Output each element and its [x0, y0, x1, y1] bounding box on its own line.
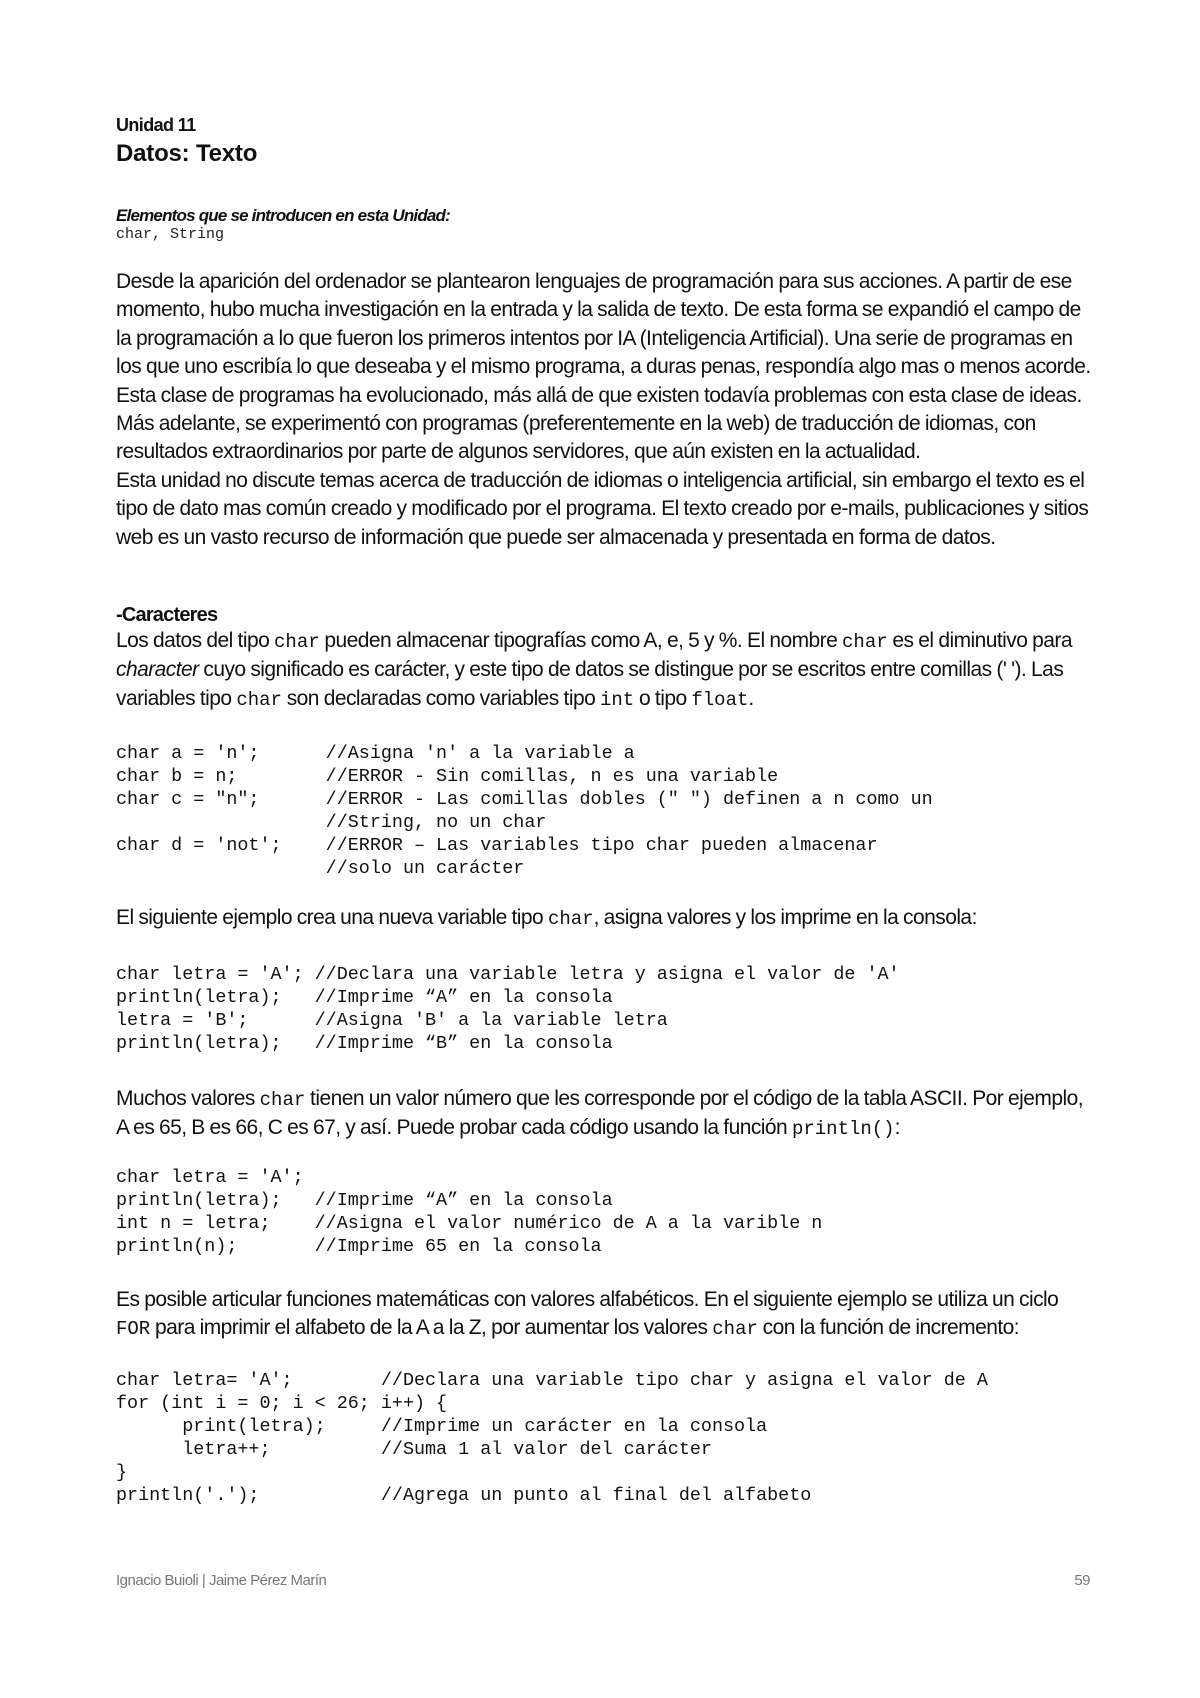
example-paragraph	[116, 904, 1096, 933]
intro-label: Elementos que se introducen en esta Unidad:	[116, 206, 451, 225]
page-title: Datos: Texto	[116, 140, 258, 167]
inline-code: char	[842, 631, 888, 653]
text-run: , asigna valores y los imprime en la consola:	[593, 906, 977, 929]
alphabet-paragraph	[116, 1286, 1096, 1344]
code-block: char a = 'n'; //Asigna 'n' a la variable a char b = n; //ERROR - Sin comillas, n es una variable char c = "n"; //ERROR - Las comillas dobles (" ") definen a n como un //String, no un char char d = 'not'; //ERROR – Las variables tipo char pueden almacenar //solo un carácter	[116, 743, 933, 880]
code-block: char letra = 'A'; //Declara una variable letra y asigna el valor de 'A' println(letra); //Imprime “A” en la consola letra = 'B'; //Asigna 'B' a la variable letra println(letra); //Imprime “B” en la consola	[116, 964, 900, 1055]
inline-code: char	[236, 688, 282, 711]
paragraph-text: Más adelante, se experimentó con programas (preferentemente en la web) de traducción de idiomas, con resultados extraordinarios por parte de algunos servidores, que aún existen en la actualidad.	[116, 412, 1036, 464]
text-run: :	[894, 1116, 900, 1140]
text-run: son declaradas como variables tipo	[281, 686, 600, 710]
ascii-paragraph	[116, 1085, 1096, 1144]
text-run: Es posible articular funciones matemáticas con valores alfabéticos. En el siguiente ejemplo se utiliza un ciclo	[116, 1288, 1059, 1311]
text-run: El siguiente ejemplo crea una nueva variable tipo	[116, 906, 548, 929]
text-run: Muchos valores	[116, 1087, 260, 1110]
inline-code: char	[712, 1318, 758, 1341]
paragraph-text: Esta unidad no discute temas acerca de traducción de idiomas o inteligencia artificial, sin embargo el texto es el tipo de dato mas común creado y modificado por el programa. El texto creado por e-mails, publicaciones y sitios web es un vasto recurso de información que puede ser almacenada y presentada en forma de datos.	[116, 468, 1089, 549]
inline-code: int	[600, 688, 635, 711]
footer-authors: Ignacio Buioli | Jaime Pérez Marín	[116, 1572, 327, 1589]
caracteres-paragraph	[116, 627, 1096, 714]
unit-label: Unidad 11	[116, 115, 196, 135]
text-run: o tipo	[634, 686, 692, 710]
text-run: Los datos del tipo	[116, 629, 275, 652]
inline-code: println()	[791, 1118, 895, 1141]
code-block: char letra= 'A'; //Declara una variable tipo char y asigna el valor de A for (int i = 0; i < 26; i++) { print(letra); //Imprime un carácter en la consola letra++; //Suma 1 al valor del carácter } println('.'); //Agrega un punto al final del alfabeto	[116, 1370, 988, 1507]
text-run: para imprimir el alfabeto de la A a la Z, por aumentar los valores	[150, 1316, 713, 1340]
inline-code: char	[259, 1089, 306, 1111]
text-run: con la función de incremento:	[757, 1316, 1020, 1340]
text-run: tienen un valor número que les corresponde por el código de la tabla ASCII. Por ejemplo, A es 65, B es 66, C es 67, y así. Puede probar cada código usando la función	[116, 1087, 1083, 1140]
code-block: char letra = 'A'; println(letra); //Imprime “A” en la consola int n = letra; //Asigna el valor numérico de A a la varible n println(n); //Imprime 65 en la consola	[116, 1167, 823, 1258]
inline-code: float	[691, 688, 749, 711]
inline-code: char	[274, 631, 320, 653]
inline-code: FOR	[116, 1318, 151, 1341]
intro-paragraph	[116, 268, 1096, 552]
text-run: cuyo significado es carácter, y este tipo de datos se distingue por se escritos entre comillas (' '). Las variables tipo	[116, 658, 1064, 710]
inline-code: char	[547, 908, 594, 930]
page-number: 59	[1074, 1572, 1090, 1589]
text-run: es el diminutivo para	[887, 629, 1072, 652]
italic-term: character	[116, 658, 199, 682]
text-run: pueden almacenar tipografías como A, e, 5 y %. El nombre	[319, 629, 843, 652]
text-run: .	[748, 686, 754, 710]
intro-elements: char, String	[116, 226, 225, 243]
section-heading: -Caracteres	[116, 604, 218, 626]
paragraph-text: Desde la aparición del ordenador se plantearon lenguajes de programación para sus acciones. A partir de ese momento, hubo mucha investigación en la entrada y la salida de texto. De esta forma se expandió el campo de la programación a lo que fueron los primeros intentos por IA (Inteligencia Artificial). Una serie de programas en los que uno escribía lo que deseaba y el mismo programa, a duras penas, respondía algo mas o menos acorde. Esta clase de programas ha evolucionado, más allá de que existen todavía problemas con esta clase de ideas.	[116, 270, 1091, 407]
